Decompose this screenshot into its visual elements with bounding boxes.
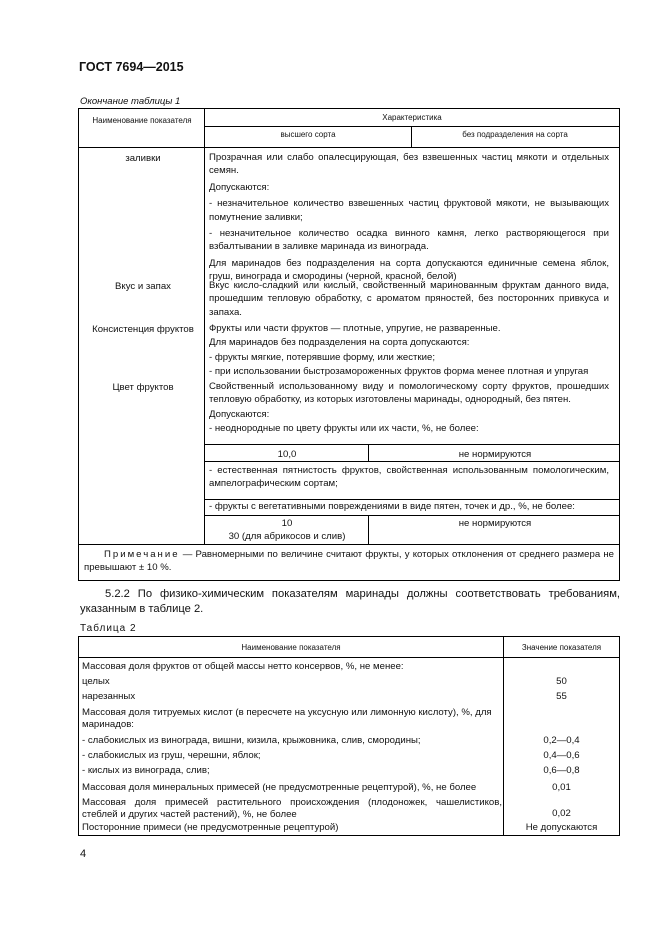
paragraph-5-2-2: 5.2.2 По физико-химическим показателям маринады должны соответствовать требованиям, указанным в таблице 2.	[80, 588, 620, 615]
row-liquid-text: Прозрачная или слабо опалесцирующая, без взвешенных частиц мякоти и отдельных семян. Допускаются: - незначительное количество взвешенных частиц фруктовой мякоти, не вызывающих помутнение заливки; - незначительное количество осадка винного камня, легко растворяющегося при взбалтывании в заливке маринада из винограда. Для маринадов без подразделения на сорта допускаются единичные семена яблок, груш, винограда и смородины (черной, красной, белой)	[209, 152, 609, 283]
table2-val-sliced: 55	[556, 691, 567, 702]
table2-row-plant: Массовая доля примесей растительного происхождения (плодоножек, чашелистиков, стеблей и других частей растений), %, не более	[82, 797, 502, 821]
note-label: Примечание	[104, 549, 180, 560]
color-damage-text: - фрукты с вегетативными повреждениями в виде пятен, точек и др., %, не более:	[209, 501, 575, 512]
table2-val-acids-plum: 0,6—0,8	[543, 765, 580, 776]
color-spots-text: - естественная пятнистость фруктов, свойственная использованным помологическим, ампелографическим сортам;	[209, 465, 609, 490]
table2-val-mineral: 0,01	[552, 782, 571, 793]
table1-head-group: Характеристика	[382, 113, 442, 122]
table2-head-value: Значение показателя	[521, 643, 602, 652]
table2-row-acids-plum: - кислых из винограда, слив;	[82, 765, 210, 776]
color-uneven-top-grade: 10,0	[277, 449, 297, 460]
row-label-texture: Консистенция фруктов	[92, 324, 194, 335]
table1-head-no-grade: без подразделения на сорта	[462, 130, 568, 139]
page-number: 4	[80, 848, 87, 860]
table2-row-acids-grape: - слабокислых из винограда, вишни, кизила, крыжовника, слив, смородины;	[82, 735, 421, 746]
table2-row-acids-pear: - слабокислых из груш, черешни, яблок;	[82, 750, 261, 761]
row-texture-text: Фрукты или части фруктов — плотные, упругие, не разваренные. Для маринадов без подразделения на сорта допускаются: - фрукты мягкие, потерявшие форму, или жесткие; - при использовании быстрозамороженных фруктов форма менее плотная и упругая	[209, 323, 589, 378]
row-label-liquid: заливки	[125, 153, 161, 164]
color-damage-no-grade: не нормируются	[458, 518, 532, 529]
table2-row-mineral: Массовая доля минеральных примесей (не предусмотренные рецептурой), %, не более	[82, 782, 477, 793]
table1-head-top-grade: высшего сорта	[280, 130, 336, 139]
color-damage-top-grade: 10 30 (для абрикосов и слив)	[228, 518, 346, 543]
table2-row-fruit-share: Массовая доля фруктов от общей массы нетто консервов, %, не менее:	[82, 661, 404, 672]
row-label-color: Цвет фруктов	[112, 382, 174, 393]
table1-note	[84, 548, 614, 575]
table2-row-acids: Массовая доля титруемых кислот (в пересчете на уксусную или лимонную кислоту), %, для маринадов:	[82, 707, 492, 731]
table2-head-name: Наименование показателя	[241, 643, 341, 652]
table2-row-sliced: нарезанных	[82, 691, 136, 702]
table2-row-foreign: Посторонние примеси (не предусмотренные рецептурой)	[82, 822, 339, 833]
table1-caption: Окончание таблицы 1	[80, 96, 181, 107]
table2-row-whole: целых	[82, 676, 110, 687]
table2-val-whole: 50	[556, 676, 567, 687]
row-color-text: Свойственный использованному виду и помологическому сорту фруктов, прошедших тепловую обработку, из которых изготовлены маринады, однородный, без пятен. Допускаются: - неоднородные по цвету фрукты или их части, %, не более:	[209, 381, 609, 435]
color-uneven-no-grade: не нормируются	[458, 449, 532, 460]
document-code: ГОСТ 7694—2015	[79, 60, 184, 74]
note-text: — Равномерными по величине считают фрукты, у которых отклонения от среднего размера не превышают ± 10 %.	[84, 549, 614, 574]
table2-val-foreign: Не допускаются	[525, 822, 598, 833]
table2-val-plant: 0,02	[552, 808, 571, 819]
table2-caption: Таблица 2	[80, 623, 137, 634]
table2-val-acids-pear: 0,4—0,6	[543, 750, 580, 761]
row-label-taste: Вкус и запах	[115, 281, 171, 292]
table2-val-acids-grape: 0,2—0,4	[543, 735, 580, 746]
row-taste-text: Вкус кисло-сладкий или кислый, свойственный маринованным фруктам данного вида, прошедшим тепловую обработку, с ароматом пряностей, без посторонних привкуса и запаха.	[209, 280, 609, 318]
table1-head-name: Наименование показателя	[92, 116, 192, 125]
